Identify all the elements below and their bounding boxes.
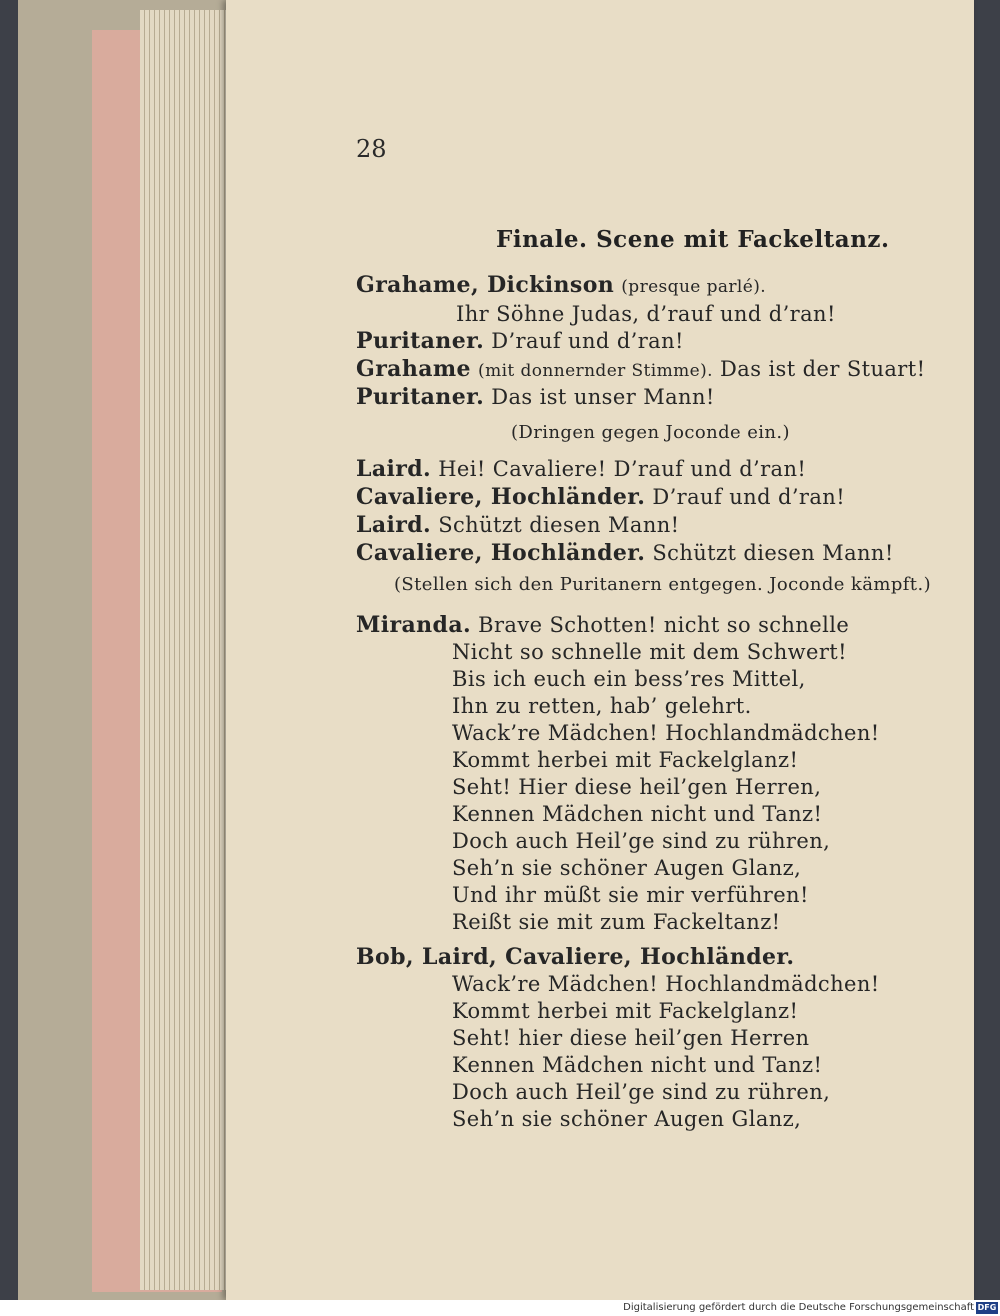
verse-line: Kennen Mädchen nicht und Tanz!: [452, 802, 823, 826]
stage-direction: (Stellen sich den Puritanern entgegen. Joconde kämpft.): [394, 574, 931, 595]
speech-text: Hei! Cavaliere! D’rauf und d’ran!: [438, 457, 807, 481]
dfg-logo-icon: DFG: [977, 1303, 997, 1312]
stage-direction: (mit donnernder Stimme).: [478, 361, 713, 381]
verse-text: Ihr Söhne Judas, d’rauf und d’ran!: [456, 302, 836, 326]
speaker-name: Bob, Laird, Cavaliere, Hochländer.: [356, 944, 795, 970]
speaker-name: Puritaner.: [356, 328, 485, 354]
stage-direction: (presque parlé).: [621, 277, 767, 297]
verse-line: [456, 302, 836, 326]
speech-text: Das ist der Stuart!: [720, 357, 926, 381]
speech-text: Brave Schotten! nicht so schnelle: [478, 613, 850, 637]
verse-line: Kennen Mädchen nicht und Tanz!: [452, 1053, 823, 1077]
digitization-credit: Digitalisierung gefördert durch die Deutsche Forschungsgemeinschaft: [623, 1302, 974, 1313]
speech-line: [356, 540, 894, 566]
verse-line: Seht! Hier diese heil’gen Herren,: [452, 775, 822, 799]
speaker-name: Puritaner.: [356, 384, 485, 410]
verse-line: Nicht so schnelle mit dem Schwert!: [452, 640, 847, 664]
speech-line: [356, 612, 849, 638]
speaker-name: Grahame, Dickinson: [356, 272, 615, 298]
speech-text: Das ist unser Mann!: [491, 385, 715, 409]
stage-direction: (Dringen gegen Joconde ein.): [511, 422, 790, 443]
page-stack: [140, 10, 240, 1290]
speech-line: [356, 944, 794, 970]
book-page: [226, 0, 974, 1300]
verse-line: Seht! hier diese heil’gen Herren: [452, 1026, 810, 1050]
speaker-name: Laird.: [356, 456, 432, 482]
speech-line: [356, 356, 925, 382]
speech-line: [356, 328, 684, 354]
verse-line: Bis ich euch ein bess’res Mittel,: [452, 667, 806, 691]
speaker-name: Cavaliere, Hochländer.: [356, 484, 646, 510]
speaker-name: Grahame: [356, 356, 471, 382]
speech-line: [356, 384, 715, 410]
speech-text: D’rauf und d’ran!: [491, 329, 684, 353]
verse-line: Kommt herbei mit Fackelglanz!: [452, 999, 799, 1023]
verse-line: Doch auch Heil’ge sind zu rühren,: [452, 829, 831, 853]
speech-line: [356, 272, 766, 298]
verse-line: Wack’re Mädchen! Hochlandmädchen!: [452, 972, 880, 996]
speech-line: [356, 512, 680, 538]
footer-bar: [0, 1300, 1000, 1316]
page-number: 28: [356, 135, 387, 163]
speaker-name: Cavaliere, Hochländer.: [356, 540, 646, 566]
verse-line: Seh’n sie schöner Augen Glanz,: [452, 1107, 802, 1131]
verse-line: Ihn zu retten, hab’ gelehrt.: [452, 694, 752, 718]
speaker-name: Miranda.: [356, 612, 472, 638]
speech-line: [356, 456, 806, 482]
speaker-name: Laird.: [356, 512, 432, 538]
verse-line: Reißt sie mit zum Fackeltanz!: [452, 910, 781, 934]
section-title: Finale. Scene mit Fackeltanz.: [496, 226, 890, 253]
speech-text: Schützt diesen Mann!: [652, 541, 894, 565]
verse-line: Doch auch Heil’ge sind zu rühren,: [452, 1080, 831, 1104]
verse-line: Seh’n sie schöner Augen Glanz,: [452, 856, 802, 880]
speech-text: D’rauf und d’ran!: [652, 485, 846, 509]
verse-line: Wack’re Mädchen! Hochlandmädchen!: [452, 721, 880, 745]
speech-line: [356, 484, 845, 510]
speech-text: Schützt diesen Mann!: [438, 513, 680, 537]
verse-line: Kommt herbei mit Fackelglanz!: [452, 748, 799, 772]
verse-line: Und ihr müßt sie mir verführen!: [452, 883, 809, 907]
